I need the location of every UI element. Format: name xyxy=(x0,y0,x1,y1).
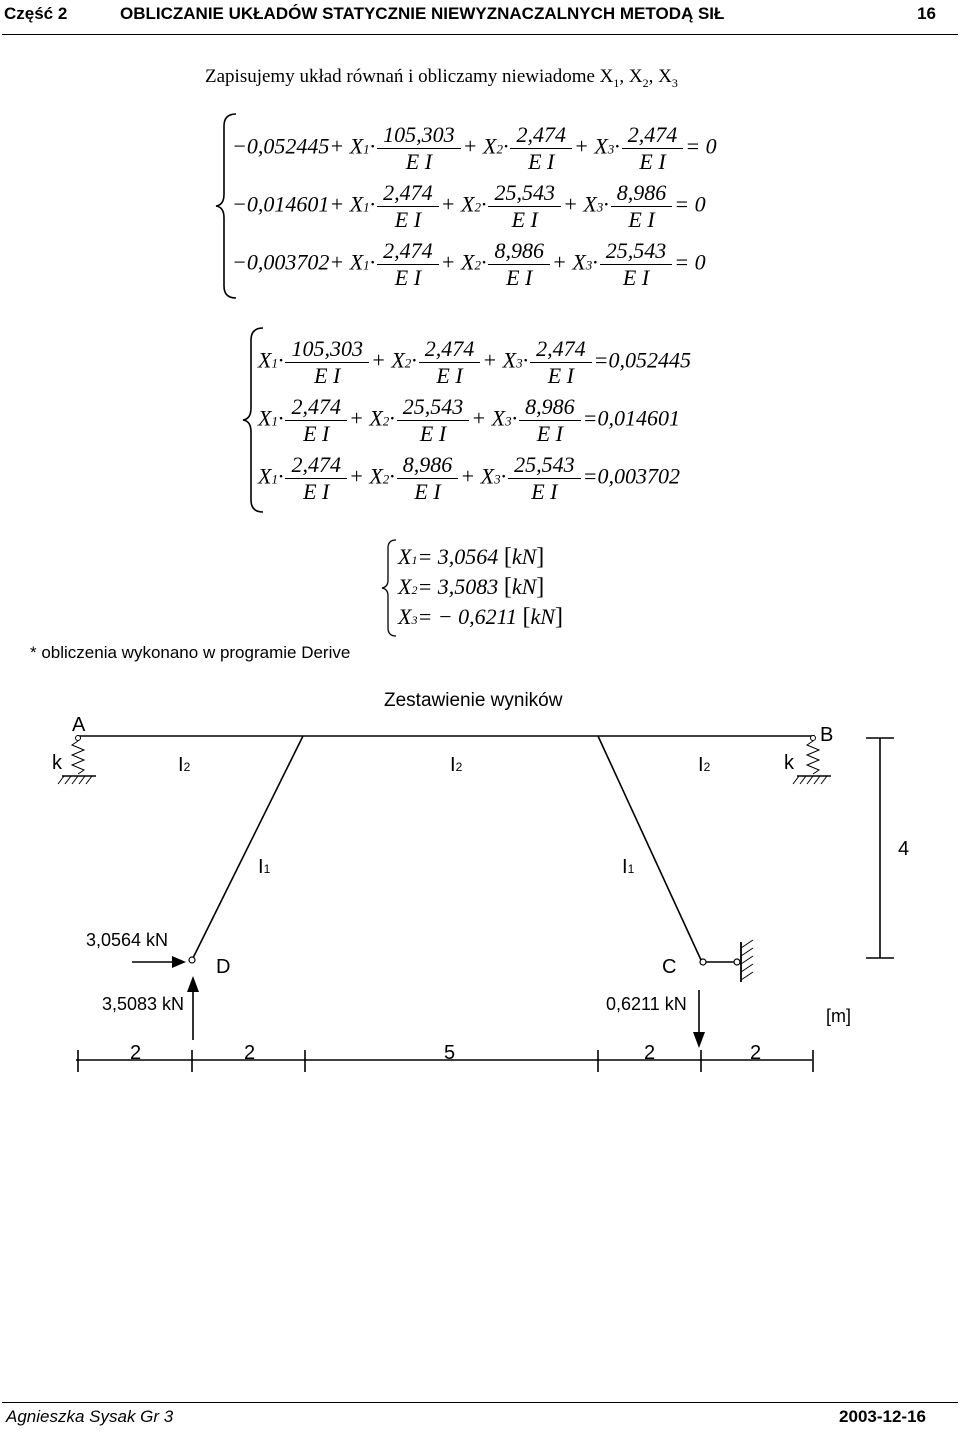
system2-row-2: X1· $\frac{2,474}{\text{E I}}$ + X2· $\frac{25,543}{\text{E I}}$ + X3· $\frac{8,986}{\text{E I}}$ =0,014601 xyxy=(258,394,680,446)
spring-left-label: k xyxy=(52,752,62,774)
result-x3: X3= − 0,6211 [kN] xyxy=(398,604,563,630)
spring-support-A xyxy=(58,736,96,785)
column-stiffness-label-left: I1 xyxy=(258,856,271,878)
footer-rule xyxy=(2,1402,958,1403)
hinge-C-right xyxy=(734,959,740,965)
beam-stiffness-label-3: I2 xyxy=(698,754,711,776)
force-x1-label: 3,0564 kN xyxy=(86,930,169,950)
beam-stiffness-label-2: I2 xyxy=(450,754,463,776)
hinge-D xyxy=(189,957,195,963)
intro-text: Zapisujemy układ równań i obliczamy niewiadome $X_1$, $X_2$, $X_3$ xyxy=(205,66,678,90)
beam-stiffness-label-1: I2 xyxy=(178,754,191,776)
height-dimension xyxy=(866,738,894,958)
hinge-C-left xyxy=(700,959,706,965)
arrow-x3-head xyxy=(693,1032,705,1048)
system2-row-1: X1· $\frac{105,303}{\text{E I}}$ + X2· $\frac{2,474}{\text{E I}}$ + X3· $\frac{2,474}{\text{E I}}$ =0,052445 xyxy=(258,336,691,388)
result-x1: X1= 3,0564 [kN] xyxy=(398,544,545,570)
system1-row-3: −0,003702+ X1· $\frac{2,474}{\text{E I}}$ + X2· $\frac{8,986}{\text{E I}}$ + X3· $\frac{25,543}{\text{E I}}$ = 0 xyxy=(232,238,706,290)
column-stiffness-label-right: I1 xyxy=(622,856,635,878)
span-dim-2: 2 xyxy=(244,1042,256,1064)
system2-row-3: X1· $\frac{2,474}{\text{E I}}$ + X2· $\frac{8,986}{\text{E I}}$ + X3· $\frac{25,543}{\text{E I}}$ =0,003702 xyxy=(258,452,680,504)
page-number: 16 xyxy=(917,4,936,23)
span-dim-3: 5 xyxy=(444,1042,456,1064)
system1-row-1: −0,052445+ X1· $\frac{105,303}{\text{E I}}$ + X2· $\frac{2,474}{\text{E I}}$ + X3· $\frac{2,474}{\text{E I}}$ = 0 xyxy=(232,122,717,174)
span-dim-5: 2 xyxy=(750,1042,762,1064)
results-brace xyxy=(382,540,396,636)
right-inclined-column xyxy=(598,736,701,960)
node-A-label: A xyxy=(72,714,86,736)
force-x3-label: 0,6211 kN xyxy=(606,994,687,1014)
wall-C-hatch xyxy=(741,940,753,980)
result-x2: X2= 3,5083 [kN] xyxy=(398,574,545,600)
span-dim-1: 2 xyxy=(130,1042,142,1064)
chapter-title: OBLICZANIE UKŁADÓW STATYCZNIE NIEWYZNACZALNYCH METODĄ SIŁ xyxy=(120,4,725,23)
system1-row-2: −0,014601+ X1· $\frac{2,474}{\text{E I}}$ + X2· $\frac{25,543}{\text{E I}}$ + X3· $\frac{8,986}{\text{E I}}$ = 0 xyxy=(232,180,706,232)
footer-date: 2003-12-16 xyxy=(839,1407,926,1426)
arrow-x1-head xyxy=(172,956,186,968)
spring-right-label: k xyxy=(784,752,794,774)
derive-note: * obliczenia wykonano w programie Derive xyxy=(30,643,351,662)
summary-title: Zestawienie wyników xyxy=(384,690,563,711)
footer-author: Agnieszka Sysak Gr 3 xyxy=(6,1407,174,1426)
unit-label: [m] xyxy=(826,1006,851,1026)
height-value: 4 xyxy=(898,838,910,860)
force-x2-label: 3,5083 kN xyxy=(102,994,185,1014)
node-B-label: B xyxy=(820,724,834,746)
arrow-x2-head xyxy=(187,976,199,992)
part-label: Część 2 xyxy=(4,4,68,23)
node-C-label: C xyxy=(662,956,677,978)
span-dim-4: 2 xyxy=(644,1042,656,1064)
left-inclined-column xyxy=(192,736,303,960)
node-D-label: D xyxy=(216,956,231,978)
